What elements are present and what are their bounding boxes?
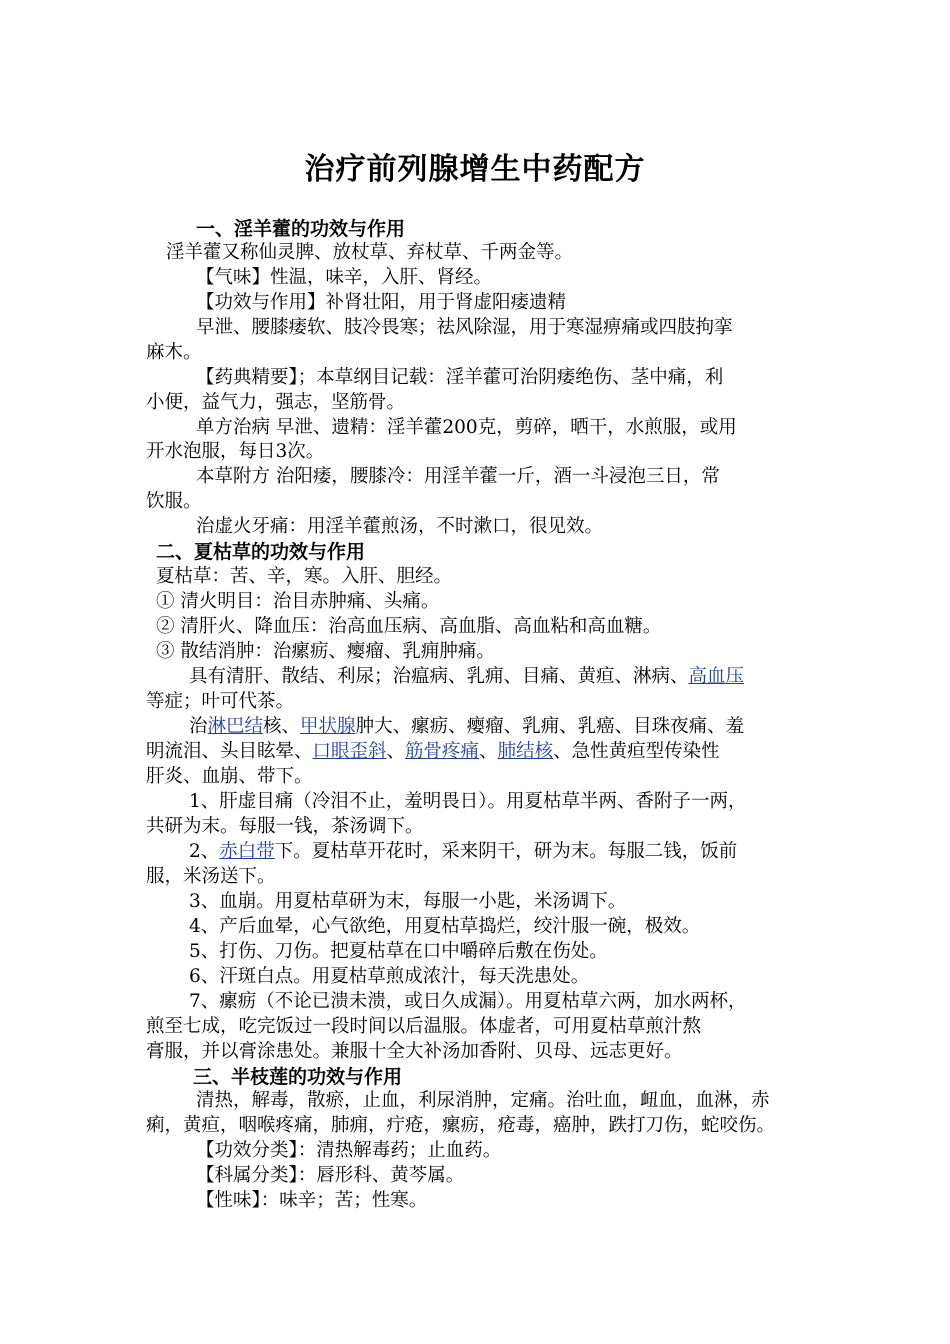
link-leukorrhea[interactable]: 赤白带: [219, 841, 275, 862]
paragraph-line: 服，米汤送下。: [146, 866, 276, 887]
text-run: 、: [386, 741, 406, 762]
paragraph-line: [189, 715, 744, 739]
paragraph-line: 5、打伤、刀伤。把夏枯草在口中嚼碎后敷在伤处。: [189, 941, 608, 962]
section-heading: 二、夏枯草的功效与作用: [156, 541, 366, 563]
text-run: 下。夏枯草开花时，采来阴干，研为末。每服二钱，饭前: [274, 841, 738, 862]
text-run: 明流泪、头目眩晕、: [146, 741, 313, 762]
paragraph-line: 7、瘰疬（不论已溃未溃，或日久成漏）。用夏枯草六两，加水两杯，: [189, 991, 747, 1012]
paragraph-line: 本草附方 治阳痿，腰膝冷：用淫羊藿一斤，酒一斗浸泡三日，常: [196, 466, 720, 487]
link-thyroid[interactable]: 甲状腺: [300, 716, 356, 737]
paragraph-line: 1、肝虚目痛（冷泪不止，羞明畏日）。用夏枯草半两、香附子一两，: [189, 791, 747, 812]
list-item: ① 清火明目：治目赤肿痛、头痛。: [156, 591, 440, 612]
paragraph-line: 【气味】性温，味辛，入肝、肾经。: [196, 267, 493, 288]
text-run: 、: [479, 741, 498, 762]
link-facial-palsy[interactable]: 口眼歪斜: [312, 741, 387, 762]
text-run: 治: [189, 716, 208, 737]
paragraph-line: 麻木。: [146, 342, 202, 363]
paragraph-line: 【科属分类】：唇形科、黄芩属。: [196, 1165, 465, 1186]
link-bone-pain[interactable]: 筋骨疼痛: [405, 741, 480, 762]
link-tuberculosis[interactable]: 肺结核: [497, 741, 554, 762]
paragraph-line: 夏枯草：苦、辛，寒。入肝、胆经。: [156, 566, 453, 587]
paragraph-line: 共研为末。每服一钱，茶汤调下。: [146, 816, 424, 837]
paragraph-line: [146, 740, 720, 764]
paragraph-line: 肝炎、血崩、带下。: [146, 766, 313, 787]
text-run: 、急性黄疸型传染性: [553, 741, 720, 762]
paragraph-line: 饮服。: [146, 491, 202, 512]
text-run: 核、: [263, 716, 301, 737]
section-heading: 三、半枝莲的功效与作用: [193, 1066, 403, 1088]
list-item: ② 清肝火、降血压：治高血压病、高血脂、高血粘和高血糖。: [156, 616, 662, 637]
text-run: 肿大、瘰疬、瘿瘤、乳痈、乳癌、目珠夜痛、羞: [355, 716, 745, 737]
paragraph-line: 煎至七成，吃完饭过一段时间以后温服。体虚者，可用夏枯草煎汁熬: [146, 1016, 702, 1037]
paragraph-line: 小便，益气力，强志，坚筋骨。: [146, 392, 406, 413]
paragraph-line: 等症；叶可代茶。: [146, 691, 295, 712]
paragraph-line: 6、汗斑白点。用夏枯草煎成浓汁，每天洗患处。: [189, 966, 590, 987]
paragraph-line: [189, 665, 744, 689]
paragraph-line: 淫羊藿又称仙灵脾、放杖草、弃杖草、千两金等。: [166, 242, 574, 263]
text-run: 2、: [189, 841, 220, 862]
link-hypertension[interactable]: 高血压: [688, 666, 745, 687]
paragraph-line: 治虚火牙痛：用淫羊藿煎汤，不时漱口，很见效。: [196, 516, 604, 537]
paragraph-line: 早泄、腰膝痿软、肢冷畏寒；祛风除湿，用于寒湿痹痛或四肢拘挛: [196, 317, 733, 338]
section-heading: 一、淫羊藿的功效与作用: [196, 218, 406, 240]
paragraph-line: 【功效与作用】补肾壮阳，用于肾虚阳痿遗精: [196, 292, 567, 313]
text-run: 具有清肝、散结、利尿；治瘟病、乳痈、目痛、黄疸、淋病、: [189, 666, 689, 687]
paragraph-line: 清热，解毒，散瘀，止血，利尿消肿，定痛。治吐血，衄血，血淋，赤: [196, 1090, 770, 1111]
paragraph-line: 膏服，并以膏涂患处。兼服十全大补汤加香附、贝母、远志更好。: [146, 1041, 683, 1062]
paragraph-line: [189, 840, 737, 864]
paragraph-line: 【功效分类】：清热解毒药；止血药。: [196, 1140, 502, 1161]
paragraph-line: 单方治病 早泄、遗精：淫羊藿200克，剪碎，晒干，水煎服，或用: [196, 417, 737, 438]
paragraph-line: 4、产后血晕，心气欲绝，用夏枯草捣烂，绞汁服一碗，极效。: [189, 916, 701, 937]
paragraph-line: 痢，黄疸，咽喉疼痛，肺痈，疔疮，瘰疬，疮毒，癌肿，跌打刀伤，蛇咬伤。: [146, 1115, 776, 1136]
link-lymph-node[interactable]: 淋巴结: [207, 716, 264, 737]
paragraph-line: 3、血崩。用夏枯草研为末，每服一小匙，米汤调下。: [189, 891, 627, 912]
paragraph-line: 【性味】：味辛；苦；性寒。: [196, 1190, 428, 1211]
list-item: ③ 散结消肿：治瘰疬、瘿瘤、乳痈肿痛。: [156, 641, 495, 662]
paragraph-line: 【药典精要】；本草纲目记载：淫羊藿可治阴痿绝伤、茎中痛，利: [196, 367, 724, 388]
document-title: 治疗前列腺增生中药配方: [304, 152, 646, 187]
paragraph-line: 开水泡服，每日3次。: [146, 441, 325, 462]
